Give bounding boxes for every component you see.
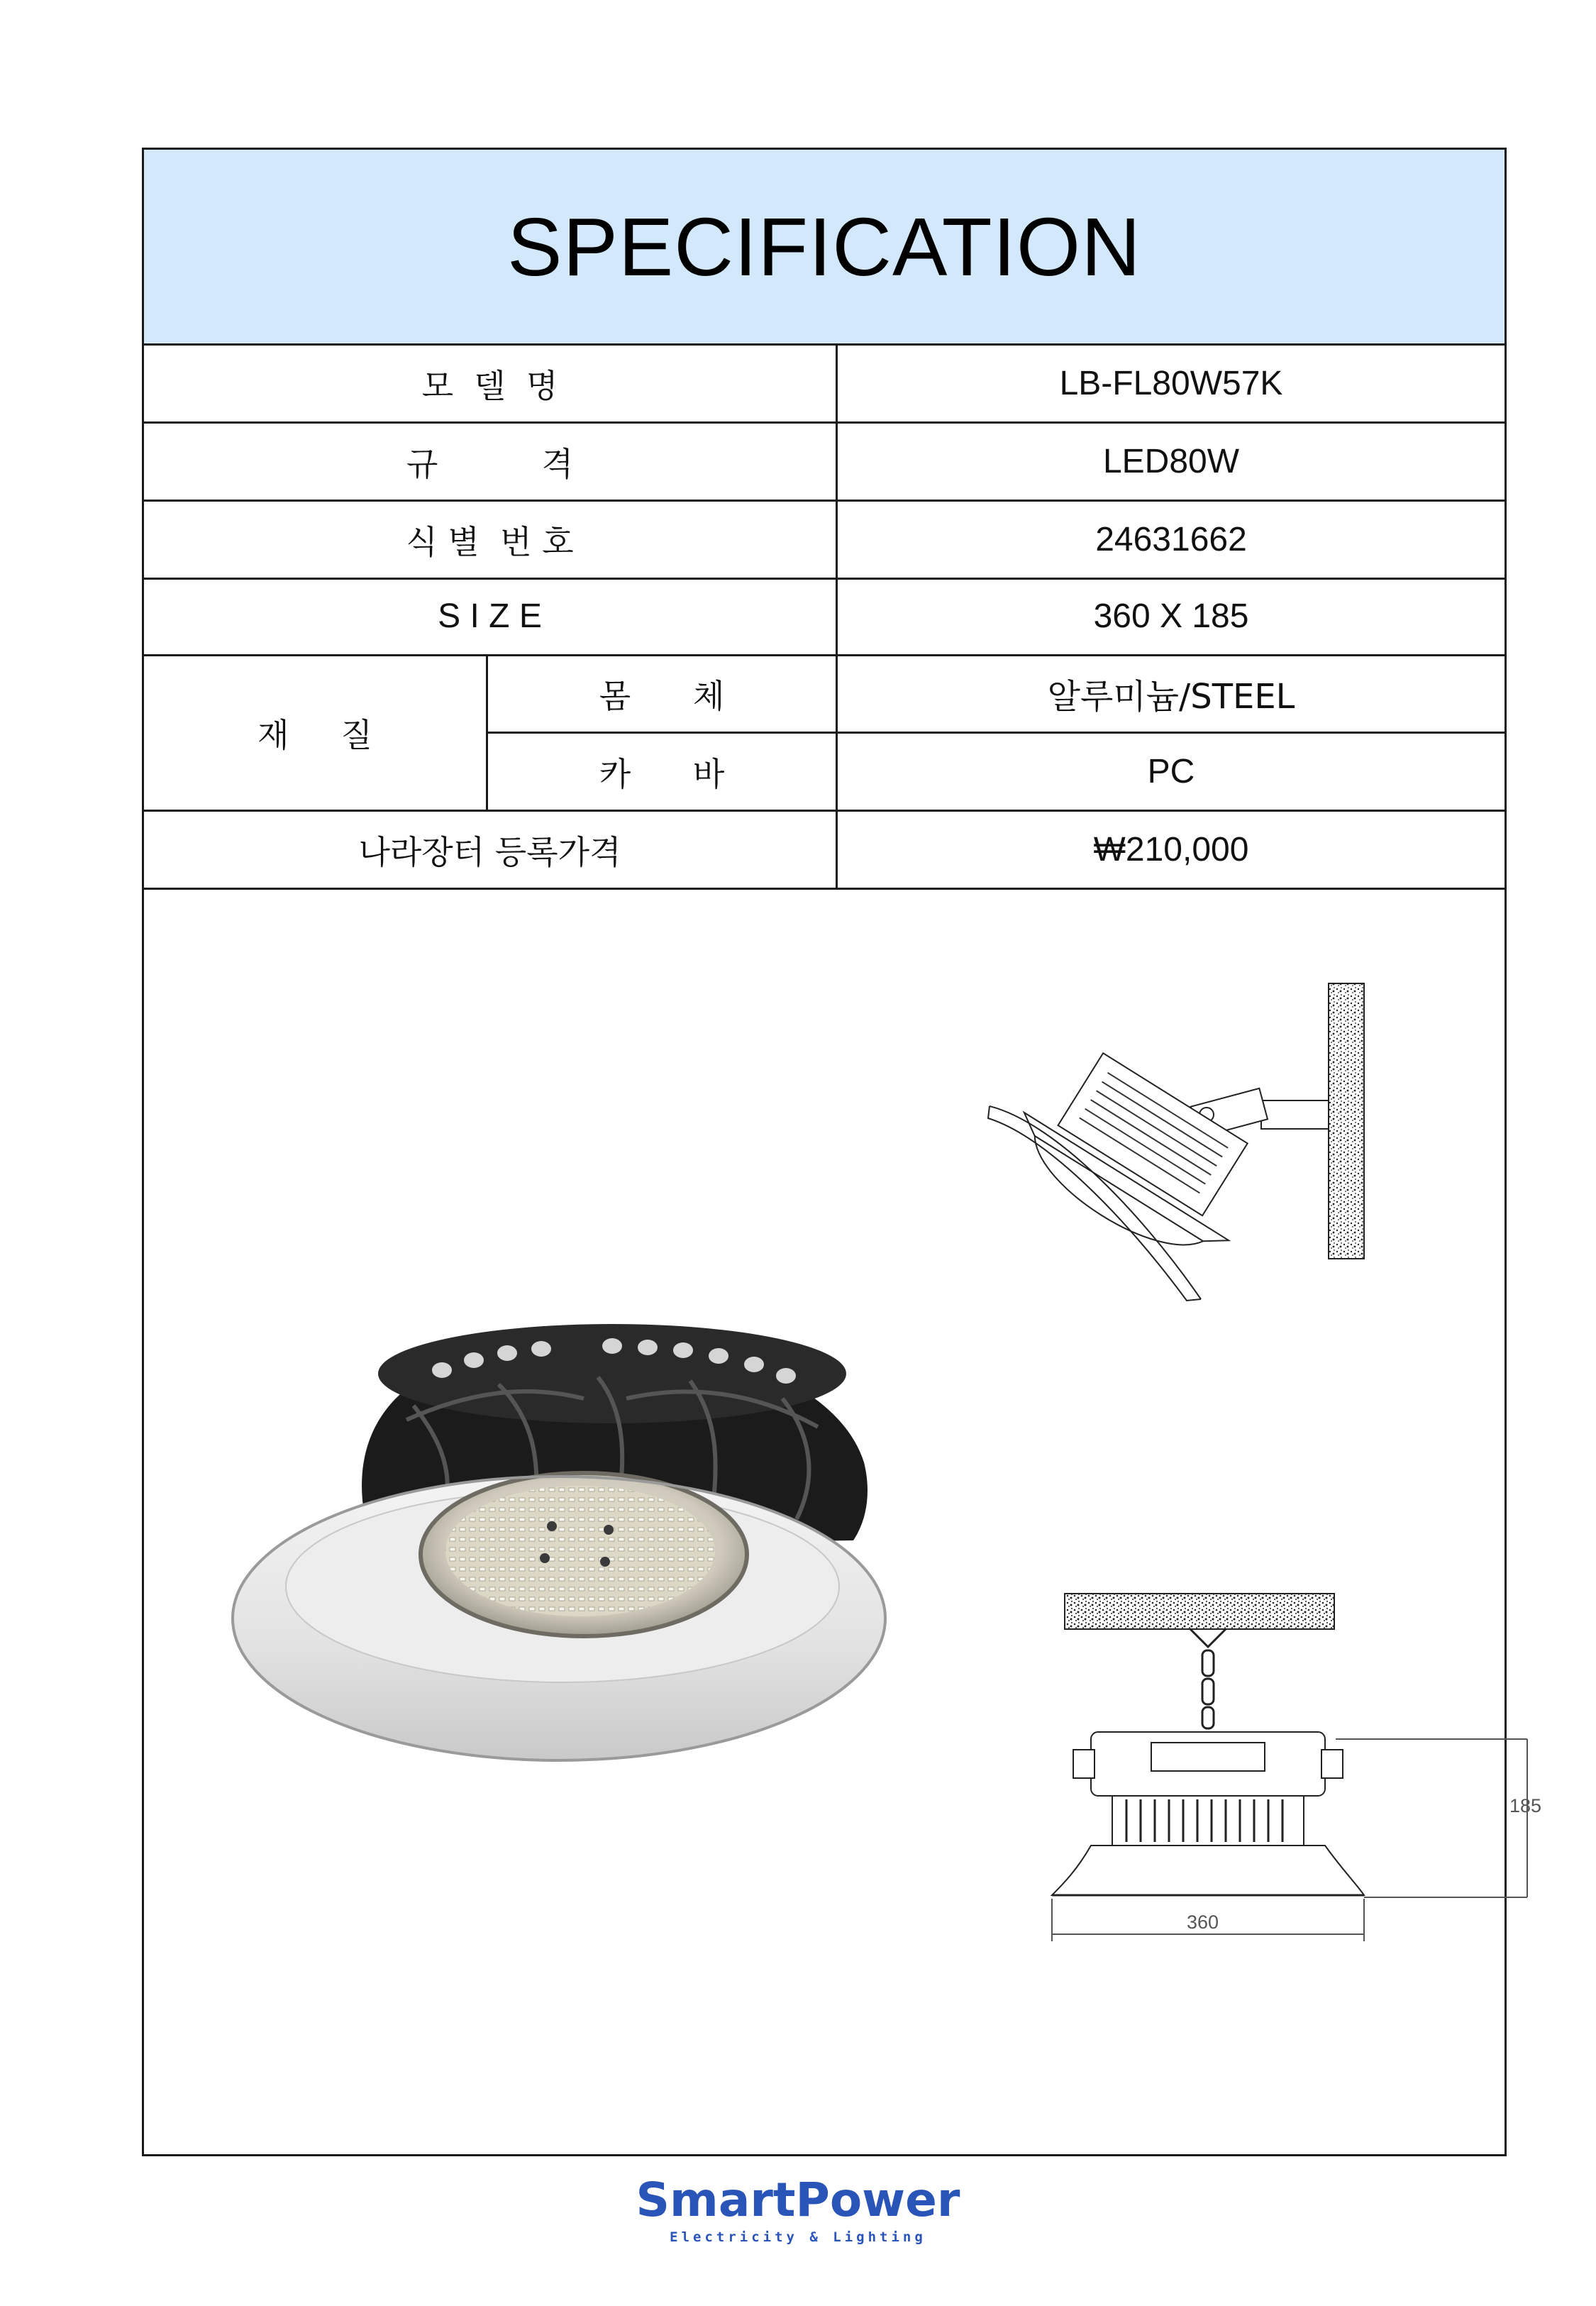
size-label: S I Z E (144, 578, 838, 654)
id-value: 24631662 (1095, 521, 1247, 558)
row-size (144, 578, 1504, 656)
side-elevation-drawing (981, 973, 1548, 1342)
body-value: 알루미늄/STEEL (1047, 677, 1295, 717)
spec-value: LED80W (1102, 443, 1240, 480)
product-image-area (144, 888, 1542, 2154)
price-value: ₩210,000 (1093, 831, 1249, 868)
body-label: 몸 체 (488, 656, 838, 732)
brand-name: SmartPower (636, 2173, 960, 2227)
spec-sheet (142, 148, 1542, 2156)
dimension-width-label: 360 (1187, 1911, 1219, 1933)
dimension-height-label: 185 (1509, 1795, 1542, 1816)
row-price (144, 812, 1504, 890)
title-band (144, 150, 1504, 346)
product-photo (229, 1306, 1052, 1853)
id-label: 식 별 번 호 (144, 502, 838, 578)
row-spec (144, 424, 1504, 502)
cover-value: PC (1147, 753, 1195, 790)
spec-label: 규 격 (144, 424, 838, 500)
front-elevation-drawing (1038, 1587, 1563, 1984)
model-label: 모 델 명 (144, 346, 838, 421)
material-label: 재 질 (144, 656, 488, 812)
size-value: 360 X 185 (1093, 597, 1249, 635)
brand-logo (0, 2173, 1596, 2245)
row-model (144, 346, 1504, 424)
model-value: LB-FL80W57K (1059, 365, 1283, 402)
row-material-cover (488, 734, 1504, 812)
price-label: 나라장터 등록가격 (144, 812, 838, 888)
cover-label: 카 바 (488, 734, 838, 810)
page-title: SPECIFICATION (507, 200, 1141, 293)
row-id-number (144, 502, 1504, 580)
row-material-body (488, 656, 1504, 734)
brand-tagline: Electricity & Lighting (670, 2229, 926, 2245)
